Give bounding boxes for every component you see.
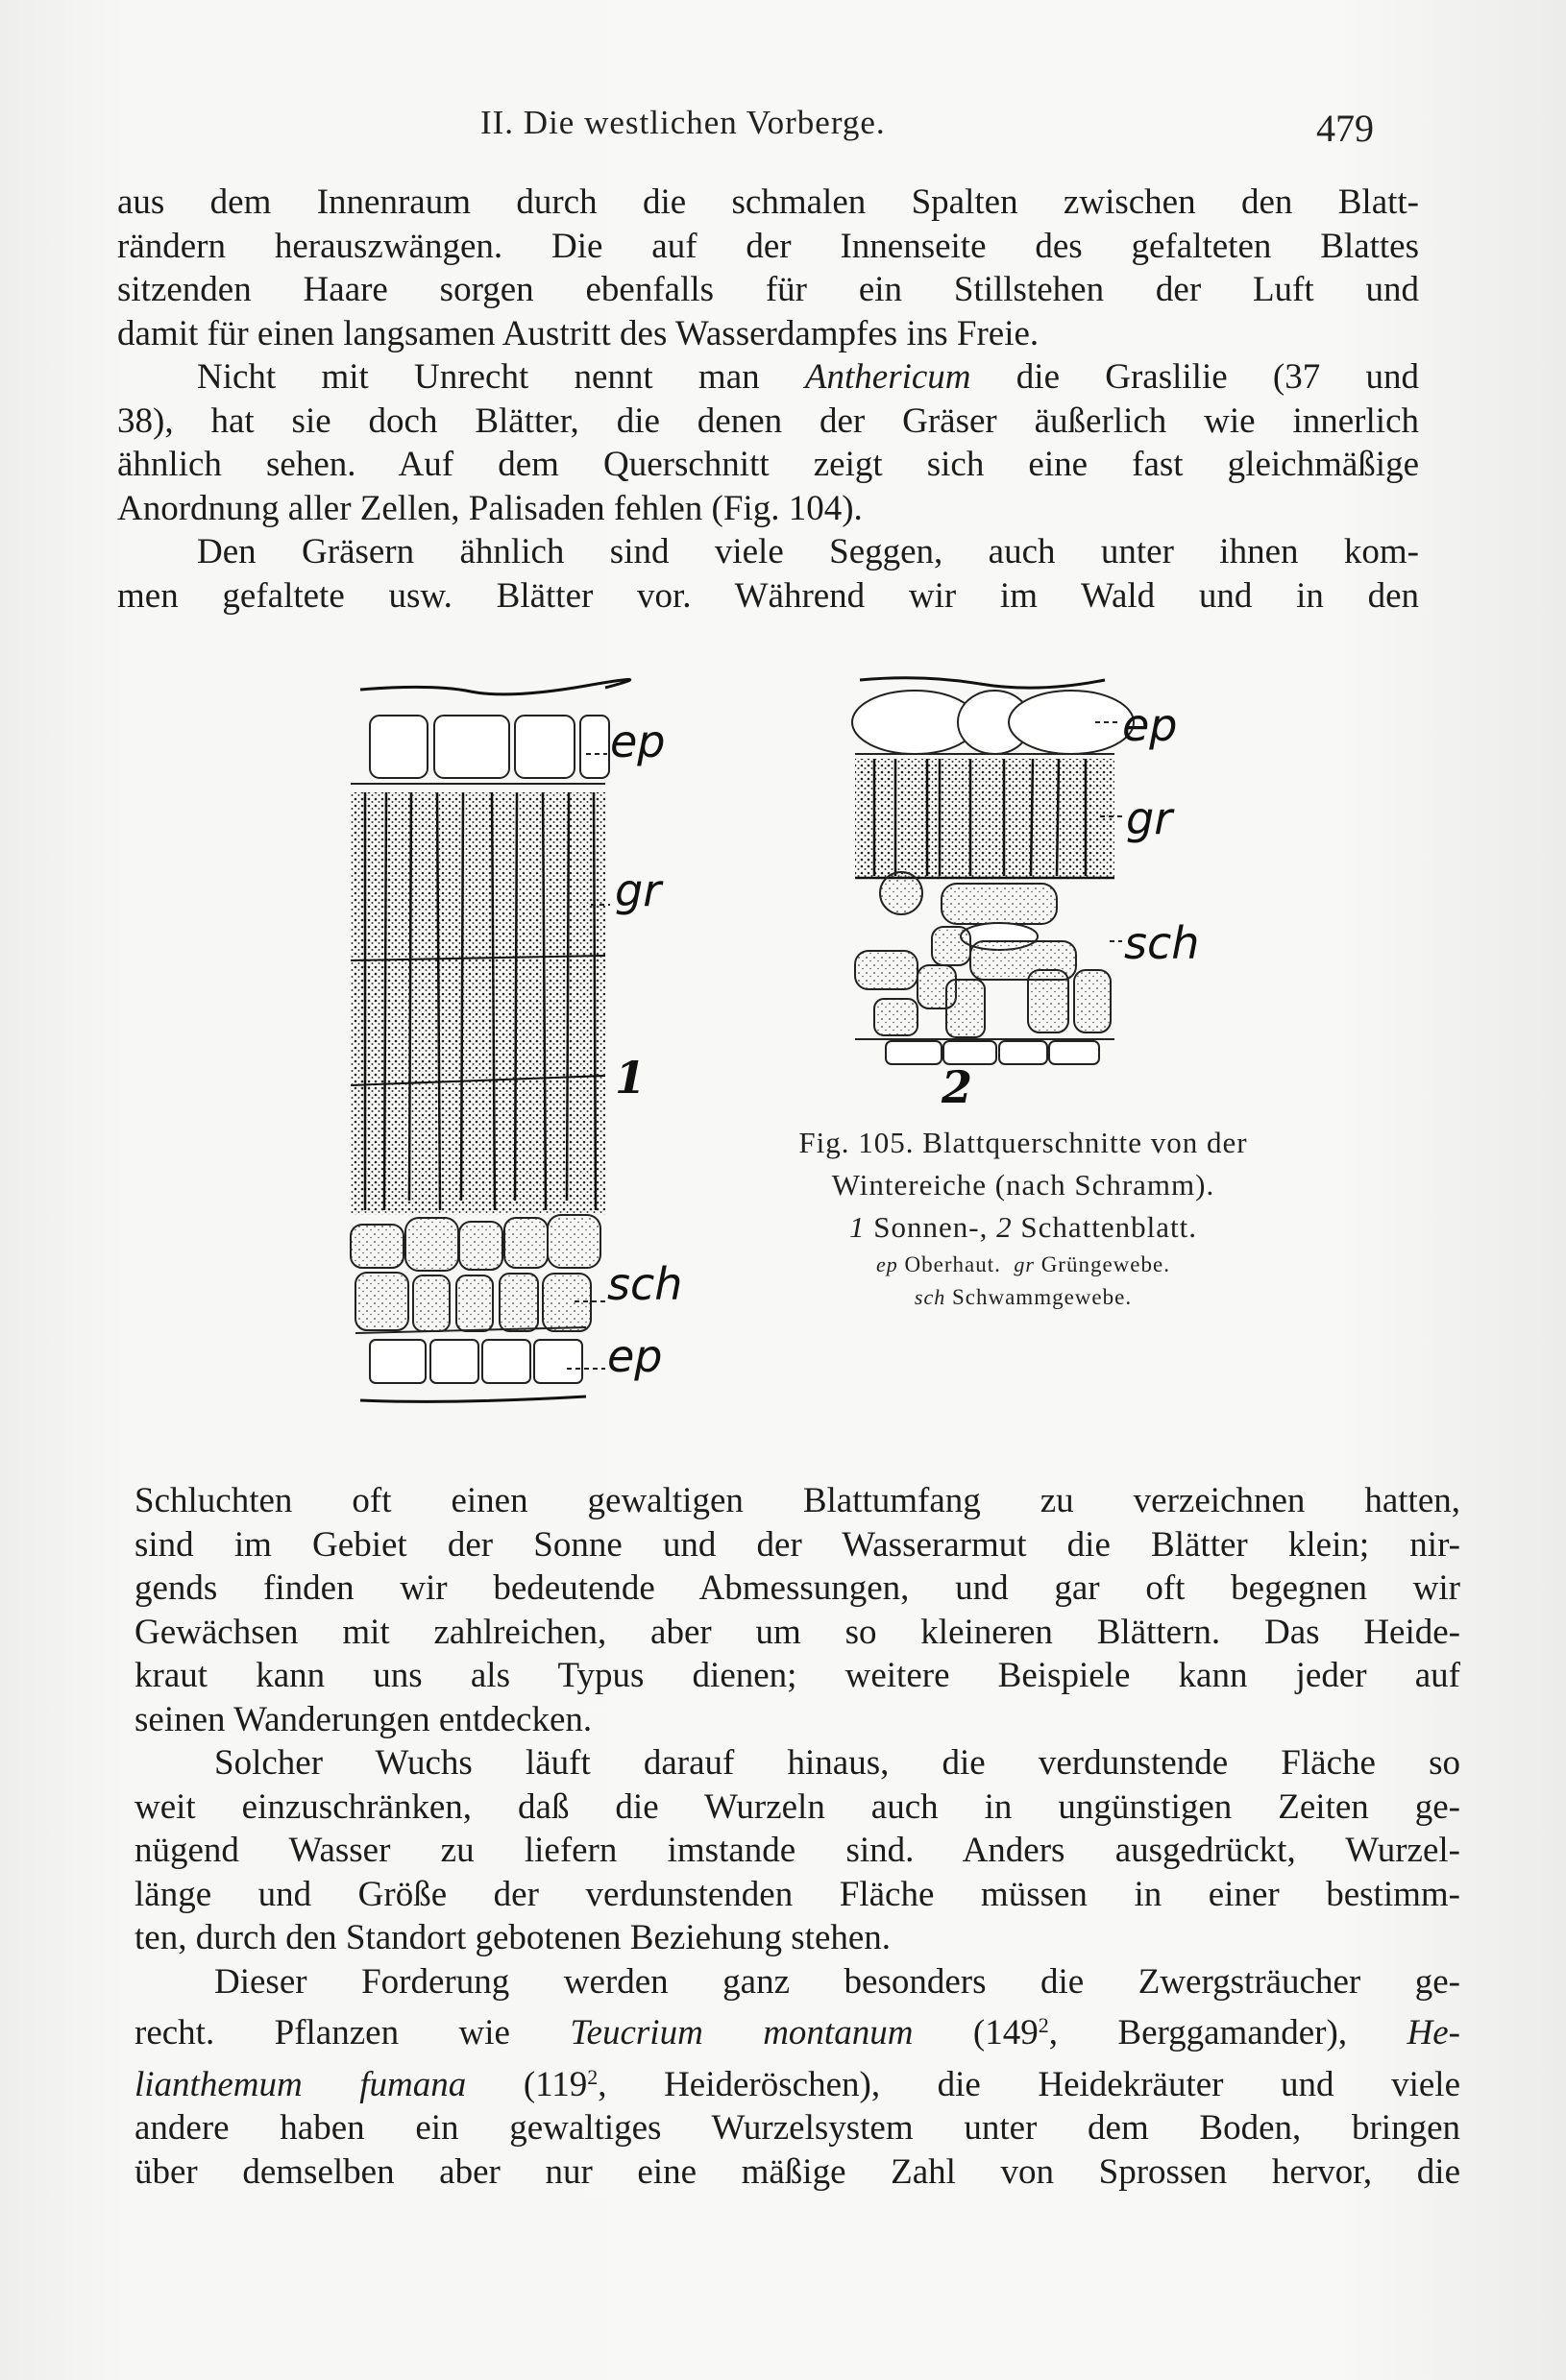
text-line: lianthemum fumana ($119^2$, Heideröschen), die Heidekräuter und viele: [135, 2064, 1461, 2104]
text-line: sitzenden Haare sorgen ebenfalls für ein Stillstehen der Luft und: [117, 270, 1419, 309]
text-line: Solcher Wuchs läuft darauf hinaus, die verdunstende Fläche so: [214, 1743, 1460, 1783]
label-sch: sch: [1124, 917, 1200, 969]
text-line: gends finden wir bedeutende Abmessungen, und gar oft begegnen wir: [135, 1568, 1460, 1608]
paragraph-wuchs: [135, 1741, 1460, 1960]
label-sch: sch: [607, 1258, 683, 1310]
text-line: Gewächsen mit zahlreichen, aber um so kleineren Blättern. Das Heide-: [135, 1612, 1460, 1652]
text-line: men gefaltete usw. Blätter vor. Während wir im Wald und in den: [117, 575, 1419, 616]
paragraph-continuation: [117, 181, 1419, 355]
text-block-upper: [117, 181, 1419, 618]
page-number: 479: [1316, 107, 1374, 150]
text-line: Anordnung aller Zellen, Palisaden fehlen (Fig. 104).: [117, 488, 863, 528]
panel-number-1: 1: [615, 1052, 647, 1104]
label-gr: gr: [615, 864, 662, 916]
text-block-lower: [135, 1479, 1460, 2194]
text-line: ähnlich sehen. Auf dem Querschnitt zeigt sich eine fast gleichmäßige: [117, 445, 1419, 484]
label-ep-bottom: ep: [607, 1330, 663, 1382]
text-line: seinen Wanderungen entdecken.: [135, 1699, 593, 1739]
text-line: weit einzuschränken, daß die Wurzeln auch in ungünstigen Zeiten ge-: [135, 1786, 1460, 1827]
caption-title: Fig. 105. Blattquerschnitte von der: [798, 1126, 1248, 1159]
text-line: 38), hat sie doch Blätter, die denen der Gräser äußerlich wie innerlich: [117, 401, 1419, 441]
figure-105: [327, 663, 1383, 1431]
text-line: ten, durch den Standort gebotenen Beziehung stehen.: [135, 1918, 892, 1957]
caption-legend: ep Oberhaut. gr Grüngewebe.: [876, 1252, 1170, 1276]
paragraph-seggen: [117, 530, 1419, 618]
label-ep-top: ep: [610, 716, 666, 767]
figure-caption: [711, 1122, 1335, 1314]
label-gr: gr: [1126, 792, 1173, 844]
species-name: lianthemum fumana: [135, 2064, 467, 2104]
text-line: damit für einen langsamen Austritt des Wasserdampfes ins Freie.: [117, 313, 1040, 353]
running-head: II. Die westlichen Vorberge.: [480, 104, 886, 141]
text-line: Schluchten oft einen gewaltigen Blattumfang zu verzeichnen hatten,: [135, 1481, 1460, 1520]
species-name: He-: [1407, 2013, 1460, 2052]
text-line: Den Gräsern ähnlich sind viele Seggen, auch unter ihnen kom-: [197, 532, 1419, 571]
text-line: sind im Gebiet der Sonne und der Wasserarmut die Blätter klein; nir-: [135, 1524, 1460, 1565]
text-line: recht. Pflanzen wie Teucrium montanum ($149^2$, Berggamander), He-: [135, 2013, 1460, 2052]
panel-number-2: 2: [942, 1061, 973, 1113]
caption-line: 1 Sonnen-, 2 Schattenblatt.: [849, 1210, 1197, 1244]
caption-legend: sch Schwammgewebe.: [914, 1285, 1133, 1309]
paragraph-anthericum: [117, 355, 1419, 530]
text-line: rändern herauszwängen. Die auf der Innenseite des gefalteten Blattes: [117, 226, 1419, 266]
text-line: über demselben aber nur eine mäßige Zahl von Sprossen hervor, die: [135, 2151, 1460, 2192]
paragraph-schluchten: [135, 1479, 1460, 1741]
text-line: andere haben ein gewaltiges Wurzelsystem unter dem Boden, bringen: [135, 2108, 1460, 2148]
text-line: Nicht mit Unrecht nennt man Anthericum die Graslilie (37 und: [197, 357, 1419, 397]
species-name: Anthericum: [804, 357, 971, 397]
text-line: Dieser Forderung werden ganz besonders die Zwergsträucher ge-: [214, 1961, 1460, 2002]
text-line: aus dem Innenraum durch die schmalen Spalten zwischen den Blatt-: [117, 182, 1419, 222]
caption-line: Wintereiche (nach Schramm).: [831, 1168, 1215, 1202]
text-line: nügend Wasser zu liefern imstande sind. Anders ausgedrückt, Wurzel-: [135, 1831, 1460, 1870]
species-name: Teucrium montanum: [570, 2013, 914, 2052]
paragraph-zwergstraeucher: [135, 1960, 1460, 2195]
label-ep: ep: [1122, 699, 1178, 751]
text-line: länge und Größe der verdunstenden Fläche müssen in einer bestimm-: [135, 1874, 1460, 1914]
text-line: kraut kann uns als Typus dienen; weitere Beispiele kann jeder auf: [135, 1656, 1460, 1695]
